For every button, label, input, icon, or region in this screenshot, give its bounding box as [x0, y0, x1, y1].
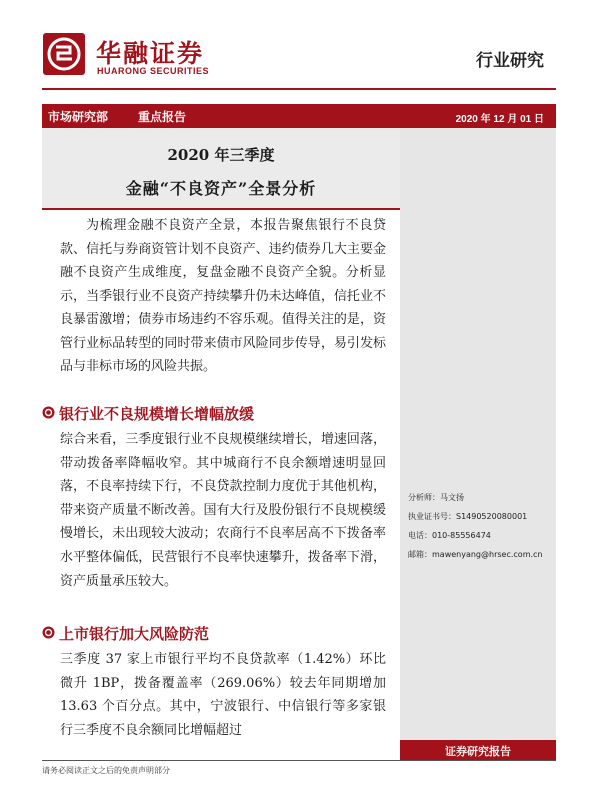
section-paragraph: 综合来看，三季度银行业不良规模继续增长，增速回落，带动拨备率降幅收窄。其中城商行不良余额增速明显回落，不良率持续下行，不良贷款控制力度优于其他机构，带来资产质量不断改善。国有大行及股份银行不良规模缓慢增长，未出现较大波动；农商行不良率居高不下拨备率水平整体偏低，民营银行不良率快速攀升，拨备率下滑，资产质量承压较大。 — [60, 432, 386, 589]
section-title: 银行业不良规模增长增幅放缓 — [59, 405, 255, 423]
section-bullet-icon — [42, 626, 55, 639]
footer-divider — [42, 760, 556, 761]
analyst-info — [408, 488, 554, 564]
company-name-en: HUARONG SECURITIES — [97, 66, 210, 76]
report-title-line1: 2020 年三季度 — [167, 146, 275, 164]
section-bullet-icon — [42, 406, 55, 419]
analyst-name: 分析师：马文扬 — [408, 493, 464, 502]
report-category: 行业研究 — [476, 51, 544, 71]
report-banner — [42, 104, 400, 128]
summary-paragraph: 为梳理金融不良资产全景，本报告聚焦银行不良贷款、信托与券商资管计划不良资产、违约债券几大主要金融不良资产生成维度，复盘金融不良资产全貌。分析显示，当季银行业不良资产持续攀升仍未达峰值，信托业不良暴雷激增；债券市场违约不容乐观。值得关注的是，资管行业标品转型的同时带来债市风险同步传导，易引发标品与非标市场的风险共振。 — [60, 218, 386, 374]
section-title: 上市银行加大风险防范 — [59, 625, 210, 643]
disclaimer-text: 请务必阅读正文之后的免责声明部分 — [42, 766, 170, 775]
department-label: 市场研究部 — [48, 110, 109, 124]
page-header — [0, 0, 600, 100]
analyst-cert: 执业证书号：S1490520080001 — [408, 512, 528, 521]
footer-badge: 证券研究报告 — [400, 740, 556, 760]
analyst-email[interactable]: 邮箱：mawenyang@hrsec.com.cn — [408, 550, 543, 559]
header-divider — [42, 88, 556, 90]
report-kind-label: 重点报告 — [138, 110, 187, 124]
section-paragraph: 三季度 37 家上市银行平均不良贷款率（1.42%）环比微升 1BP，拨备覆盖率（269.06%）较去年同期增加 13.63 个百分点。其中，宁波银行、中信银行等多家银行三季度不良余额同比增幅超过 — [60, 652, 386, 738]
title-block — [42, 128, 400, 210]
report-date: 2020 年 12 月 01 日 — [400, 104, 556, 128]
report-title-line2: 金融“不良资产”全景分析 — [125, 179, 317, 198]
sidebar-panel — [400, 128, 556, 740]
analyst-phone: 电话：010-85556474 — [408, 531, 491, 540]
huarong-logo-icon — [42, 32, 86, 76]
company-name-cn: 华融证券 — [96, 39, 205, 68]
